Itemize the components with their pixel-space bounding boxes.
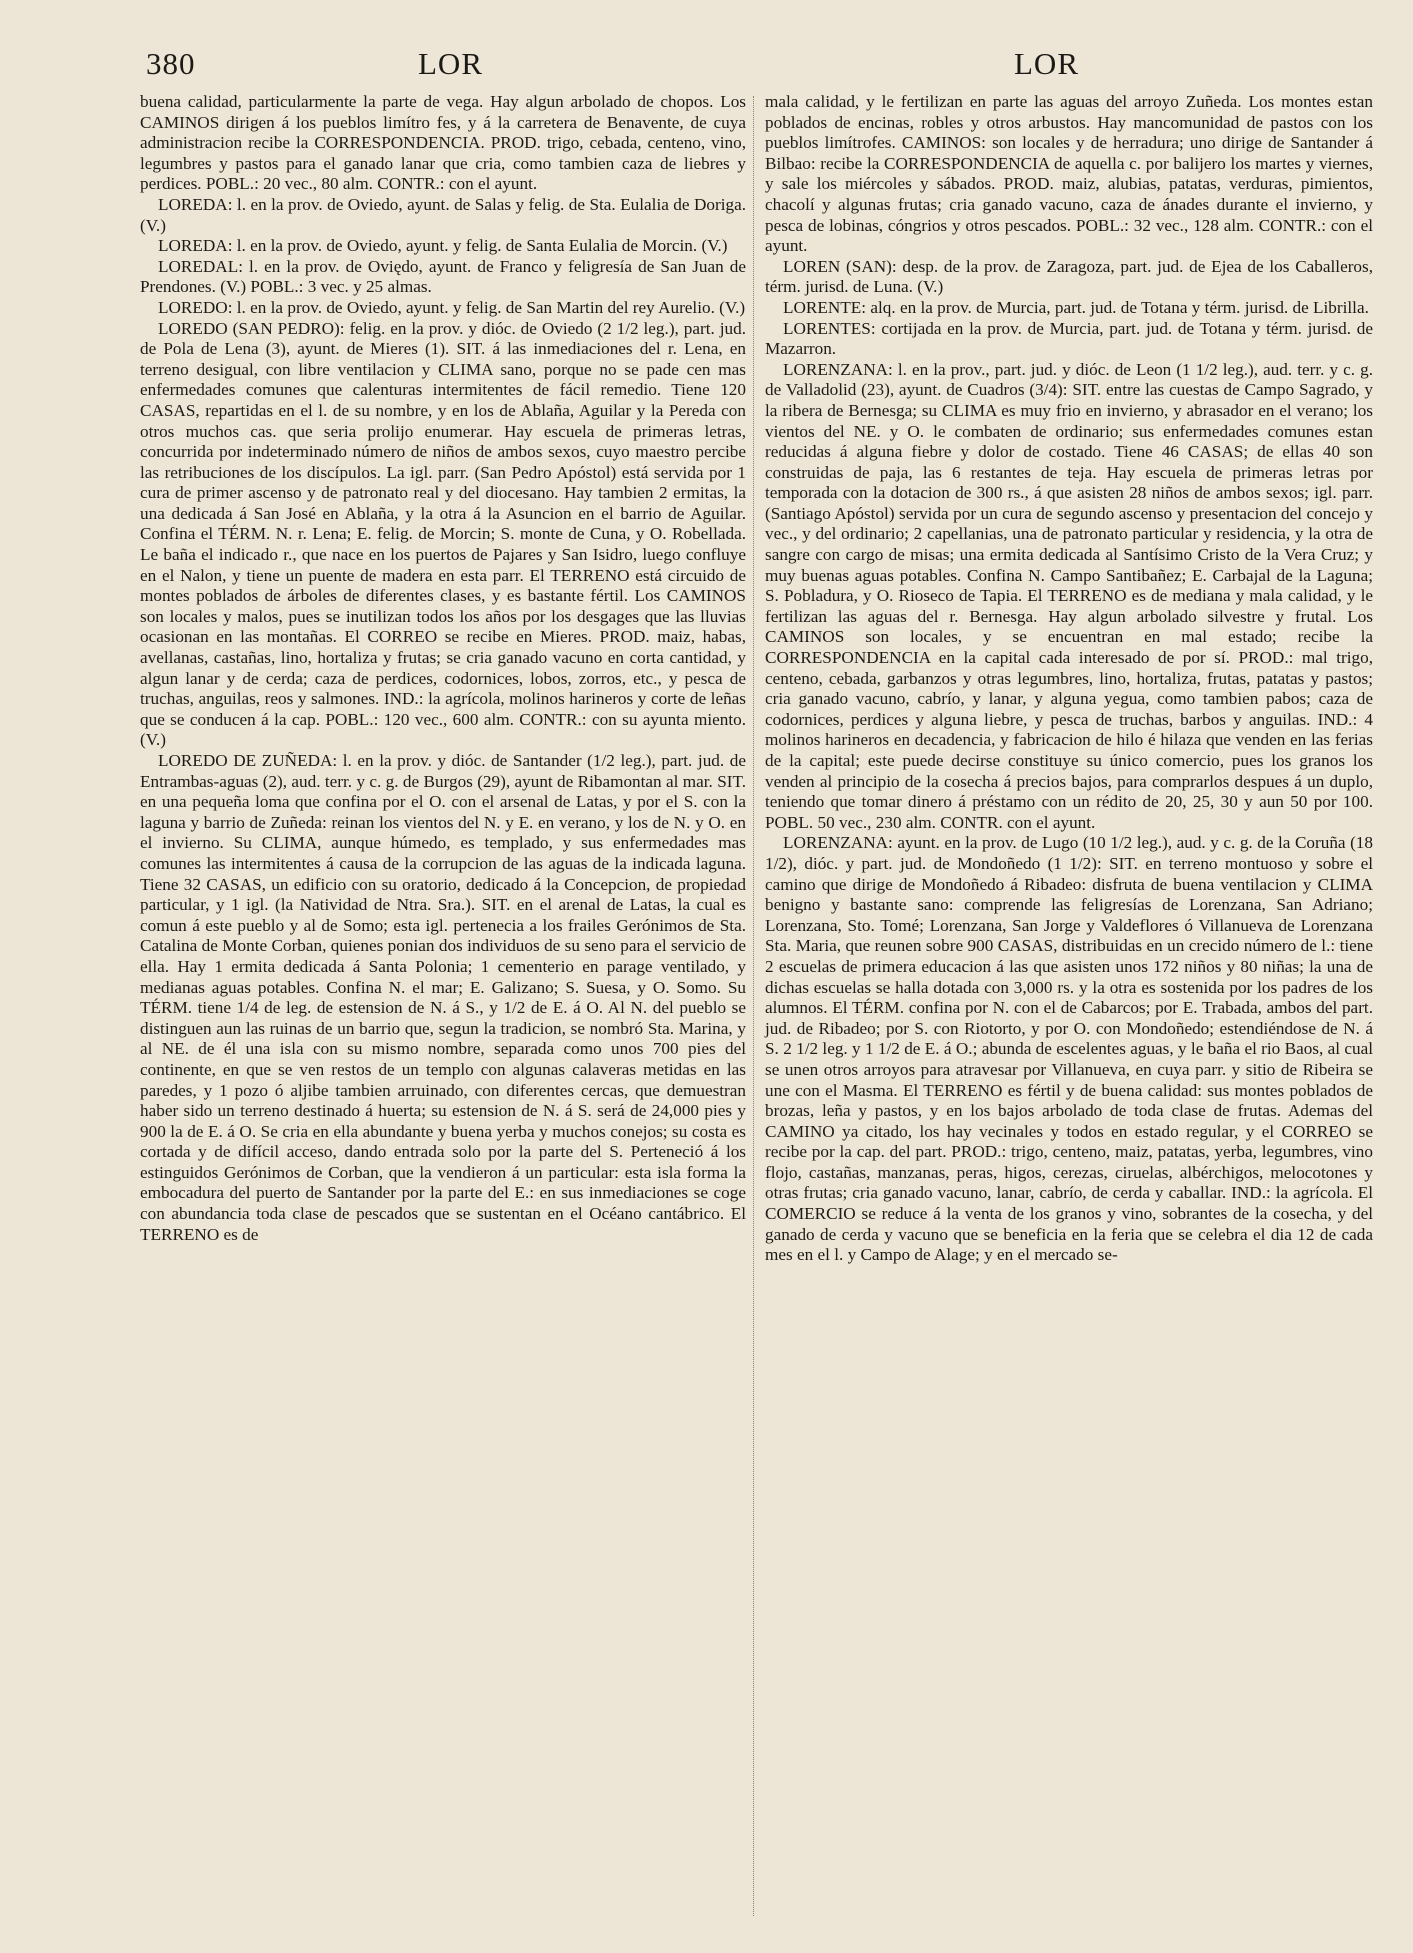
- entry-loredo: LOREDO: l. en la prov. de Oviedo, ayunt. y felig. de San Martin del rey Aurelio. (V.): [158, 297, 746, 317]
- entry-loredo-san-pedro: LOREDO (SAN PEDRO): felig. en la prov. y dióc. de Oviedo (2 1/2 leg.), part. jud. de Pola de Lena (3), ayunt. de Mieres (1). SIT. á las inmediaciones del r. Lena, en terreno desigual, con libre ventilacion y CLIMA sano, porque no se pade cen mas enfermedades comunes que calenturas intermitentes de fácil remedio. Tiene 120 CASAS, repartidas en el l. de su nombre, y en los de Ablaña, Aguilar y la Pereda con otros muchos cas. que seria prolijo enumerar. Hay escuela de primeras letras, concurrida por indeterminado número de niños de ambos sexos, cuyo maestro percibe las retribuciones de los discípulos. La igl. parr. (San Pedro Apóstol) está servida por 1 cura de primer ascenso y de patronato real y del diocesano. Hay tambien 2 ermitas, la una dedicada á San José en Ablaña, y la otra á la Asuncion en el barrio de Aguilar. Confina el TÉRM. N. r. Lena; E. felig. de Morcin; S. monte de Cuna, y O. Robellada. Le baña el indicado r., que nace en los puertos de Pajares y San Isidro, luego confluye en el Nalon, y tiene un puente de madera en esta parr. El TERRENO está circuido de montes poblados de árboles de diferentes clases, y es bastante fértil. Los CAMINOS son locales y malos, pues se inutilizan todos los años por los desgages que las lluvias ocasionan en las montañas. El CORREO se recibe en Mieres. PROD. maiz, habas, avellanas, castañas, lino, hortaliza y frutas; se cria ganado vacuno en corta cantidad, y algun lanar y de cerda; caza de perdices, codornices, lobos, zorros, etc., y pesca de truchas, anguilas, reos y salmones. IND.: la agrícola, molinos harineros y corte de leñas que se conducen á la cap. POBL.: 120 vec., 600 alm. CONTR.: con su ayunta miento. (V.): [140, 318, 746, 750]
- entry-lorente: LORENTE: alq. en la prov. de Murcia, part. jud. de Totana y térm. jurisd. de Librilla.: [783, 297, 1369, 317]
- page-number: 380: [146, 46, 196, 81]
- running-head-right: LOR: [1014, 46, 1079, 81]
- entry-loredo-de-zuneda: LOREDO DE ZUÑEDA: l. en la prov. y dióc. de Santander (1/2 leg.), part. jud. de Entrambas-aguas (2), aud. terr. y c. g. de Burgos (29), ayunt de Ribamontan al mar. SIT. en una pequeña loma que confina por el O. con el arsenal de Latas, y por el S. con la laguna y barrio de Zuñeda: reinan los vientos del N. y E. en verano, y los de N. y O. en el invierno. Su CLIMA, aunque húmedo, es templado, y sus enfermedades mas comunes las intermitentes á causa de la corrupcion de las aguas de la indicada laguna. Tiene 32 CASAS, un edificio con su oratorio, dedicado á la Concepcion, de propiedad particular, y 1 igl. (la Natividad de Ntra. Sra.). SIT. en el arenal de Latas, la cual es comun á este pueblo y al de Somo; esta igl. pertenecia a los frailes Gerónimos de Sta. Catalina de Monte Corban, quienes ponian dos individuos de su seno para el servicio de ella. Hay 1 ermita dedicada á Santa Polonia; 1 cementerio en parage ventilado, y medianas aguas potables. Confina N. el mar; E. Galizano; S. Suesa, y O. Somo. Su TÉRM. tiene 1/4 de leg. de estension de N. á S., y 1/2 de E. á O. Al N. del pueblo se distinguen aun las ruinas de un barrio que, segun la tradicion, se nombró Sta. Marina, y al NE. de él una isla con su mismo nombre, separada como unos 700 pies del continente, en que se ven restos de un templo con algunas calaveras metidas en las paredes, y 1 pozo ó aljibe tambien arruinado, con diferentes cercas, que demuestran haber sido un terreno destinado á huerta; su estension de N. á S. será de 24,000 pies y 900 la de E. á O. Se cria en ella abundante y buena yerba y muchos conejos; su costa es cortada y de difícil acceso, dando entrada solo por la parte del S. Perteneció á los estinguidos Gerónimos de Corban, que la vendieron á un particular: esta isla forma la embocadura del puerto de Santander por la parte del E.: en sus inmediaciones se coge con abundancia toda clase de pescados que se sustentan en el Océano cantábrico. El TERRENO es de: [140, 751, 746, 1244]
- entry-loreda-morcin: LOREDA: l. en la prov. de Oviedo, ayunt. y felig. de Santa Eulalia de Morcin. (V.): [158, 236, 728, 256]
- entry-paragraph: mala calidad, y le fertilizan en parte las aguas del arroyo Zuñeda. Los montes estan poblados de encinas, robles y otros arbustos. Hay mancomunidad de pastos con los pueblos limítrofes. CAMINOS: son locales y de herradura; uno dirige de Santander á Bilbao: recibe la CORRESPONDENCIA de aquella c. por balijero los martes y viernes, y sale los miércoles y sábados. PROD. maiz, alubias, patatas, verduras, pimientos, chacolí y algunas frutas; cria ganado vacuno, caza de ánades durante el invierno, y pesca de lobinas, cóngrios y otros pescados. POBL.: 32 vec., 128 alm. CONTR.: con el ayunt.: [765, 92, 1373, 256]
- left-column: [140, 92, 746, 1245]
- entry-loreda-doriga: LOREDA: l. en la prov. de Oviedo, ayunt. de Salas y felig. de Sta. Eulalia de Doriga. (V.): [140, 194, 746, 235]
- entry-lorentes: LORENTES: cortijada en la prov. de Murcia, part. jud. de Totana y térm. jurisd. de Mazarron.: [765, 318, 1373, 359]
- entry-loredal: LOREDAL: l. en la prov. de Oviędo, ayunt. de Franco y feligresía de San Juan de Prendones. (V.) POBL.: 3 vec. y 25 almas.: [140, 256, 746, 297]
- right-column: [765, 92, 1373, 1266]
- entry-paragraph: buena calidad, particularmente la parte de vega. Hay algun arbolado de chopos. Los CAMINOS dirigen á los pueblos limítro fes, y á la carretera de Benavente, de cuya administracion recibe la CORRESPONDENCIA. PROD. trigo, cebada, centeno, vino, legumbres y pastos para el ganado lanar que cria, como tambien caza de liebres y perdices. POBL.: 20 vec., 80 alm. CONTR.: con el ayunt.: [140, 92, 746, 194]
- entry-loren-san: LOREN (SAN): desp. de la prov. de Zaragoza, part. jud. de Ejea de los Caballeros, térm. jurisd. de Luna. (V.): [765, 256, 1373, 297]
- column-divider: [753, 96, 754, 1916]
- entry-lorenzana-lugo: LORENZANA: ayunt. en la prov. de Lugo (10 1/2 leg.), aud. y c. g. de la Coruña (18 1/2), dióc. y part. jud. de Mondoñedo (1 1/2): SIT. en terreno montuoso y sobre el camino que dirige de Mondoñedo á Ribadeo: disfruta de buena ventilacion y CLIMA benigno y bastante sano: comprende las feligresías de Lorenzana, San Adriano; Lorenzana, Sto. Tomé; Lorenzana, San Jorge y Valdeflores ó Villanueva de Lorenzana Sta. Maria, que reunen sobre 900 CASAS, distribuidas en un crecido número de l.: tiene 2 escuelas de primera educacion á las que asisten unos 172 niños y 80 niñas; la una de dichas escuelas se halla dotada con 3,000 rs. y la otra es sostenida por los padres de los alumnos. El TÉRM. confina por N. con el de Cabarcos; por E. Trabada, ambos del part. jud. de Ribadeo; por S. con Riotorto, y por O. con Mondoñedo; estendiéndose de N. á S. 2 1/2 leg. y 1 1/2 de E. á O.; abunda de escelentes aguas, y le baña el rio Baos, al cual se unen otros arroyos para atravesar por Villanueva, en cuya parr. y sitio de Ribeira se une con el Masma. El TERRENO es fértil y de buena calidad: sus montes poblados de brozas, leña y pastos, y en los bajos arbolado de toda clase de frutas. Ademas del CAMINO ya citado, los hay vecinales y todos en estado regular, y el CORREO se recibe por la cap. del part. PROD.: trigo, centeno, maiz, patatas, yerba, legumbres, vino flojo, castañas, manzanas, peras, higos, cerezas, ciruelas, albérchigos, melocotones y otras frutas; cria ganado vacuno, lanar, cabrío, de cerda y caballar. IND.: la agrícola. El COMERCIO se reduce á la venta de los granos y vino, sobrantes de la cosecha, y del ganado de cerda y vacuno que se beneficia en la feria que se celebra el dia 12 de cada mes en el l. y Campo de Alage; y en el mercado se-: [765, 833, 1373, 1265]
- running-head-left: LOR: [418, 46, 483, 81]
- entry-lorenzana-leon: LORENZANA: l. en la prov., part. jud. y dióc. de Leon (1 1/2 leg.), aud. terr. y c. g. de Valladolid (23), ayunt. de Cuadros (3/4): SIT. entre las cuestas de Campo Sagrado, y la ribera de Bernesga; su CLIMA es muy frio en invierno, y abrasador en el verano; los vientos del NE. y O. le combaten de ordinario; sus enfermedades comunes estan reducidas á alguna fiebre y dolor de costado. Tiene 46 CASAS; de ellas 40 son construidas de paja, las 6 restantes de teja. Hay escuela de primeras letras por temporada con la dotacion de 300 rs., á que asisten 28 niños de ambos sexos; igl. parr. (Santiago Apóstol) servida por un cura de segundo ascenso y presentacion del concejo y vec., y del ordinario; 2 capellanias, una de patronato particular y residencia, y la otra de sangre con cargo de misas; una ermita dedicada al Santísimo Cristo de la Vera Cruz; y muy buenas aguas potables. Confina N. Campo Santibañez; E. Carbajal de la Laguna; S. Pobladura, y O. Rioseco de Tapia. El TERRENO es de mediana y mala calidad, y le fertilizan las aguas del r. Bernesga. Hay algun arbolado silvestre y frutal. Los CAMINOS son locales, y se encuentran en mal estado; recibe la CORRESPONDENCIA en la capital cada interesado de por sí. PROD.: mal trigo, centeno, cebada, garbanzos y otras legumbres, lino, hortaliza, frutas, patatas y pastos; cria ganado vacuno, cabrío, y lanar, y alguna yegua, como tambien pabos; caza de codornices, perdices y alguna liebre, y pesca de truchas, barbos y anguilas. IND.: 4 molinos harineros en decadencia, y fabricacion de hilo é hilaza que venden en las ferias de la capital; este puede decirse constituye su único comercio, pues los granos los venden al principio de la cosecha á precios bajos, para comprarlos despues á un duplo, teniendo que tomar dinero á préstamo con un rédito de 20, 25, 30 y aun 50 por 100. POBL. 50 vec., 230 alm. CONTR. con el ayunt.: [765, 359, 1373, 832]
